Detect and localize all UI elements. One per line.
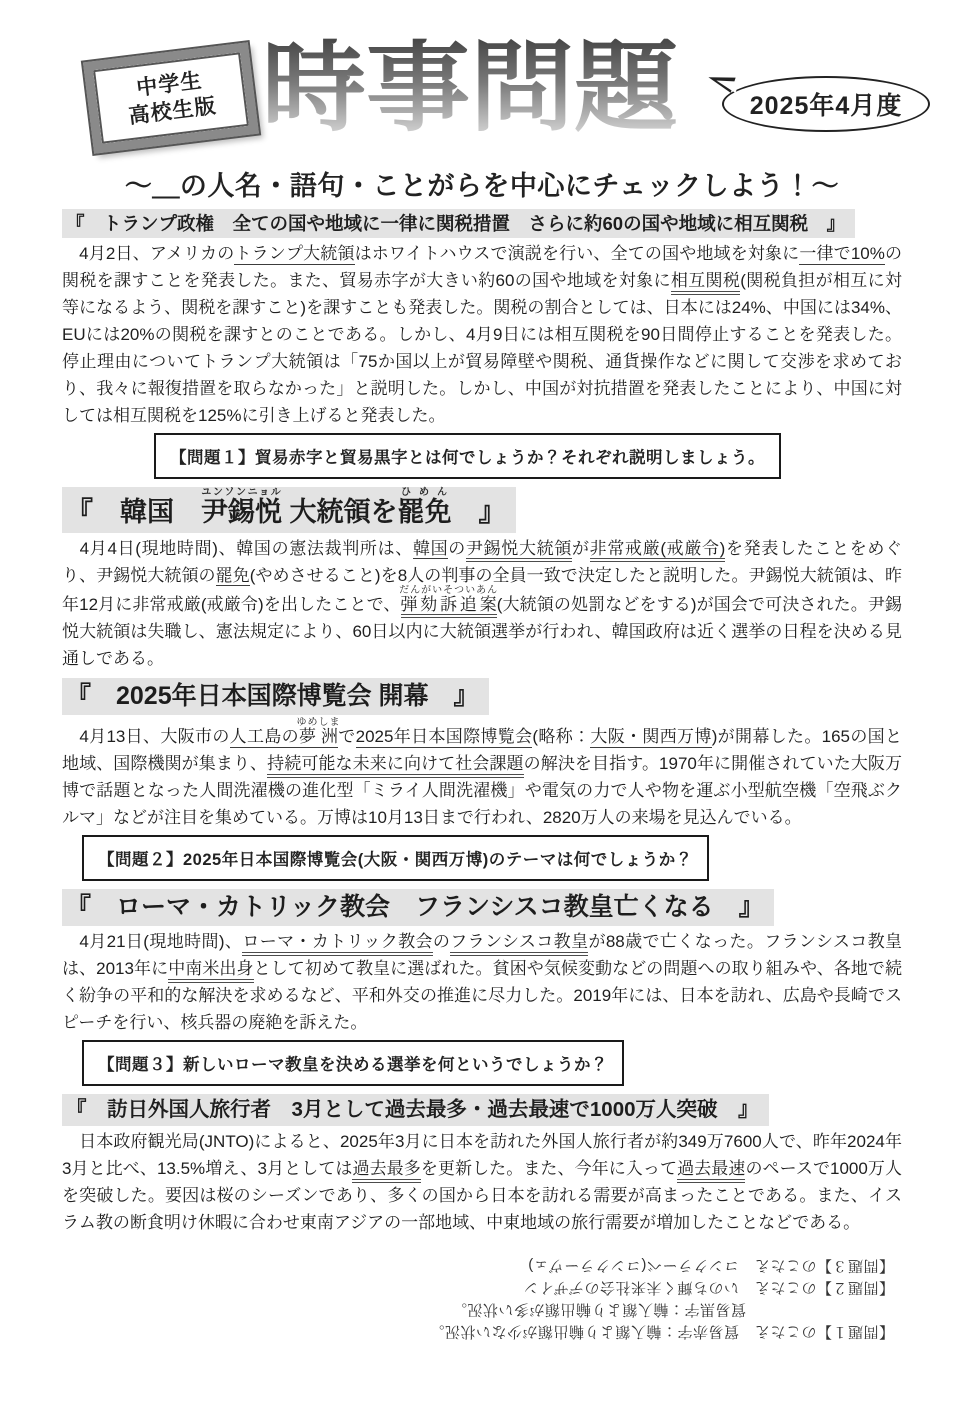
question-box-1: 【問題１】貿易赤字と貿易黒字とは何でしょうか？それぞれ説明しましょう。 — [154, 433, 781, 479]
section-body-pope-francis: 4月21日(現地時間)、ローマ・カトリック教会のフランシスコ教皇が88歳で亡くなった。フランシスコ教皇は、2013年に中南米出身として初めて教皇に選ばれた。貧困や気候変動などの問題への取り組みや、各地で続く紛争の平和的な解決を求めるなど、平和外交の推進に尽力した。2019年には、日本を訪れ、広島や長崎でスピーチを行い、核兵器の廃絶を訴えた。 — [62, 932, 902, 1033]
answer-key-upside-down — [429, 1254, 894, 1342]
section-heading-pope-francis: 『 ローマ・カトリック教会 フランシスコ教皇亡くなる 』 — [62, 889, 774, 926]
edition-badge-line2: 高校生版 — [127, 94, 218, 129]
date-bubble — [722, 76, 930, 132]
answer-line-q3: 【問題３】のこたえ コンクラーベ(コンクラーヴェ) — [527, 1257, 894, 1274]
question-box-3: 【問題３】新しいローマ教皇を決める選挙を何というでしょうか？ — [82, 1040, 624, 1086]
edition-badge — [83, 42, 259, 154]
section-expo-2025 — [62, 678, 902, 881]
issue-date: 2025年4月度 — [749, 92, 903, 120]
section-body-expo-2025: 4月13日、大阪市の人工島の夢洲ゆめしまで2025年日本国際博覧会(略称：大阪・関西万博)が開幕した。165の国と地域、国際機関が集まり、持続可能な未来に向けて社会課題の解決を目指す。1970年に開催されていた大阪万博で話題となった人間洗濯機の進化型「ミライ人間洗濯機」や電気の力で人や物を運ぶ小型航空機「空飛ぶクルマ」などが注目を集めている。万博は10月13日まで行われ、2820万人の来場を見込んでいる。 — [62, 717, 903, 828]
section-heading-korea-impeachment: 『 韓国 尹錫悦ユンソンニョル 大統領を罷免ひめん 』 — [62, 487, 516, 533]
answer-line-q1-continued: 貿易黒字：輸入額より輸出額が多い状況。 — [451, 1301, 746, 1318]
section-body-korea-impeachment: 4月4日(現地時間)、韓国の憲法裁判所は、韓国の尹錫悦大統領が非常戒厳(戒厳令)を発表したことをめぐり、尹錫悦大統領の罷免(やめさせること)を8人の判事の全員一致で決定したと説明した。尹錫悦大統領は、昨年12月に非常戒厳(戒厳令)を出したことで、弾劾訴追案だんがいそついあん(大統領の処罰などをする)が国会で可決された。尹錫悦大統領は失職し、憲法規定により、60日以内に大統領選挙が行われ、韓国政府は近く選挙の日程を決める見通しである。 — [62, 538, 903, 668]
subtitle: ～＿の人名・語句・ことがらを中心にチェックしよう！～ — [124, 171, 840, 201]
section-heading-expo-2025: 『 2025年日本国際博覧会 開幕 』 — [62, 678, 489, 715]
edition-badge-line1: 中学生 — [135, 68, 204, 100]
answer-line-q1: 【問題１】のこたえ 貿易赤字：輸入額より輸出額が少ない状況。 — [428, 1323, 894, 1340]
section-pope-francis — [62, 889, 902, 1086]
section-inbound-tourists — [62, 1094, 902, 1236]
section-body-trump-tariffs: 4月2日、アメリカのトランプ大統領はホワイトハウスで演説を行い、全ての国や地域を対象に一律で10%の関税を課すことを発表した。また、貿易赤字が大きい約60の国や地域を対象に相互関税(関税負担が相互に対等になるよう、関税を課すこと)を課すことも発表した。関税の割合としては、日本には24%、中国には34%、EUには20%の関税を課すとのことである。しかし、4月9日には相互関税を90日間停止することを発表した。停止理由についてトランプ大統領は「75か国以上が貿易障壁や関税、通貨操作などに関して交渉を求めており、我々に報復措置を取らなかった」と説明した。しかし、中国が対抗措置を発表したことにより、中国に対しては相互関税を125%に引き上げると発表した。 — [62, 244, 903, 426]
answer-line-q2: 【問題２】のこたえ いのち輝く未来社会のデザイン — [523, 1279, 894, 1296]
masthead — [62, 32, 903, 160]
section-korea-impeachment — [62, 487, 902, 672]
question-box-2: 【問題２】2025年日本国際博覧会(大阪・関西万博)のテーマは何でしょうか？ — [82, 835, 709, 881]
section-heading-trump-tariffs: 『 トランプ政権 全ての国や地域に一律に関税措置 さらに約60の国や地域に相互関税 』 — [62, 209, 855, 238]
section-trump-tariffs — [62, 209, 902, 479]
section-body-inbound-tourists: 日本政府観光局(JNTO)によると、2025年3月に日本を訪れた外国人旅行者が約349万7600人で、昨年2024年3月と比べ、13.5%増え、3月としては過去最多を更新した。また、今年に入って過去最速のペースで1000万人を突破した。要因は桜のシーズンであり、多くの国から日本を訪れる需要が高まったことである。また、イスラム教の断食明け休暇に合わせ東南アジアの一部地域、中東地域の旅行需要が増加したことなどである。 — [62, 1132, 903, 1232]
section-heading-inbound-tourists: 『 訪日外国人旅行者 3月として過去最多・過去最速で1000万人突破 』 — [62, 1094, 769, 1126]
page-title: 時事問題 — [262, 32, 679, 144]
